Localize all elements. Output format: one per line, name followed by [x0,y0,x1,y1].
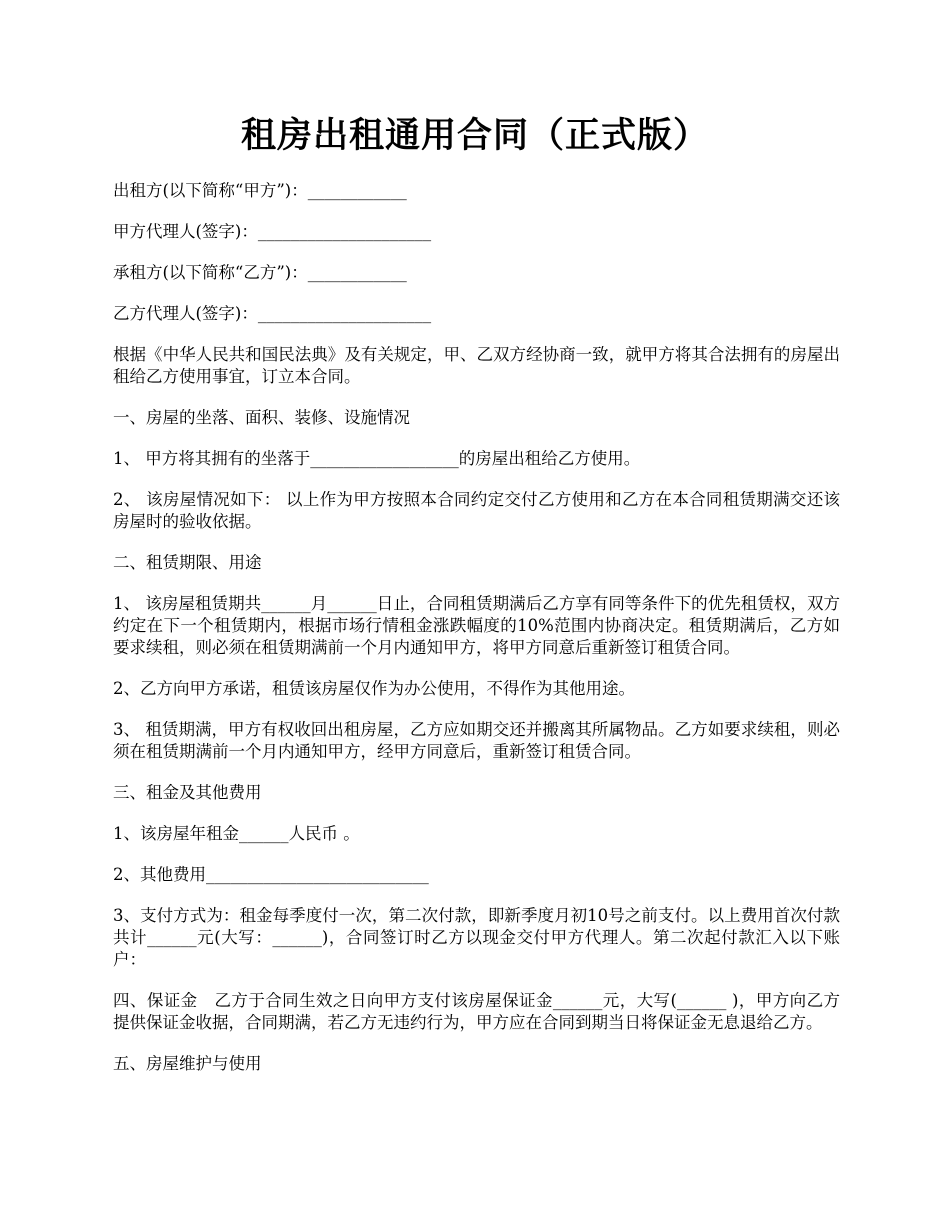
lessee-agent-line: 乙方代理人(签字)：_____________________ [113,304,432,323]
clause-1-2: 2、 该房屋情况如下： 以上作为甲方按照本合同约定交付乙方使用和乙方在本合同租赁期满交还该房屋时的验收依据。 [113,490,840,531]
section-heading-1: 一、房屋的坐落、面积、装修、设施情况 [113,408,410,427]
section-heading-5: 五、房屋维护与使用 [113,1054,262,1073]
section-heading-2: 二、租赁期限、用途 [113,553,262,572]
clause-1-1: 1、 甲方将其拥有的坐落于__________________的房屋出租给乙方使用。 [113,449,641,468]
section-heading-3: 三、租金及其他费用 [113,783,262,802]
lessor-agent-line: 甲方代理人(签字)：_____________________ [113,222,432,241]
clause-2-2: 2、乙方向甲方承诺，租赁该房屋仅作为办公使用，不得作为其他用途。 [113,679,635,698]
lessor-line: 出租方(以下简称“甲方”)：____________ [113,181,407,200]
document-title: 租房出租通用合同（正式版） [240,115,709,156]
clause-3-1: 1、该房屋年租金______人民币 。 [113,824,360,843]
clause-3-2: 2、其他费用___________________________ [113,865,429,884]
preamble-paragraph: 根据《中华人民共和国民法典》及有关规定，甲、乙双方经协商一致，就甲方将其合法拥有的房屋出租给乙方使用事宜，订立本合同。 [113,345,840,386]
clause-2-3: 3、 租赁期满，甲方有权收回出租房屋，乙方应如期交还并搬离其所属物品。乙方如要求续租，则必须在租赁期满前一个月内通知甲方，经甲方同意后，重新签订租赁合同。 [113,720,840,761]
lessee-line: 承租方(以下简称“乙方”)：____________ [113,263,407,282]
clause-3-3: 3、支付方式为：租金每季度付一次，第二次付款，即新季度月初10号之前支付。以上费用首次付款共计______元(大写：______)，合同签订时乙方以现金交付甲方代理人。第二次起付款汇入以下账户： [113,906,840,969]
document-body [113,180,840,1094]
section-4-deposit: 四、保证金 乙方于合同生效之日向甲方支付该房屋保证金______元，大写(______ )，甲方向乙方提供保证金收据，合同期满，若乙方无违约行为，甲方应在合同到期当日将保证金无息退给乙方。 [113,991,840,1032]
clause-2-1: 1、 该房屋租赁期共______月______日止，合同租赁期满后乙方享有同等条件下的优先租赁权，双方约定在下一个租赁期内，根据市场行情租金涨跌幅度的10%范围内协商决定。租赁期满后，乙方如要求续租，则必须在租赁期满前一个月内通知甲方，将甲方同意后重新签订租赁合同。 [113,594,840,657]
